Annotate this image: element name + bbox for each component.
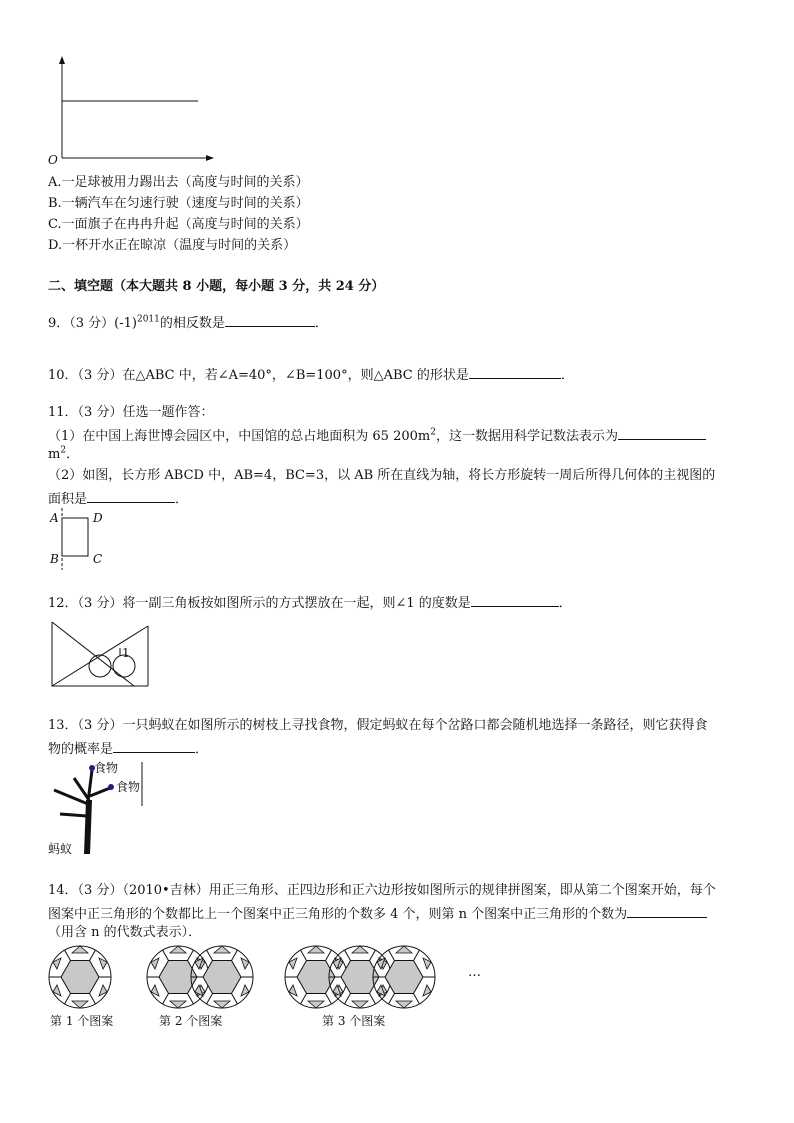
q10-prefix: 10．（3 分）在△ABC 中，若∠A=40°，∠B=100°，则△ABC 的形状是 [48, 368, 469, 383]
q8-option-a: A.一足球被用力踢出去（高度与时间的关系） [48, 175, 309, 190]
q8-graph [44, 54, 224, 170]
q9-exponent: 2011 [136, 314, 160, 325]
q11-part1-sup: 2 [430, 427, 436, 438]
q8-option-c: C.一面旗子在冉冉升起（高度与时间的关系） [48, 217, 309, 232]
q13-ant-label: 蚂蚁 [48, 842, 73, 856]
q13-line2 [48, 738, 208, 759]
q11-part1-end: ． [66, 447, 80, 462]
q11-part2-end: ． [175, 492, 189, 507]
q11-label-b: B [50, 552, 59, 566]
q11-label-d: D [93, 511, 103, 525]
q13-answer-blank[interactable] [113, 738, 195, 753]
section-title: 二、填空题（本大题共 8 小题，每小题 3 分，共 24 分） [48, 279, 385, 294]
q13-line1: 13．（3 分）一只蚂蚁在如图所示的树枝上寻找食物，假定蚂蚁在每个岔路口都会随机地选择一条路径，则它获得食 [48, 718, 708, 733]
q12-prefix: 12．（3 分）将一副三角板按如图所示的方式摆放在一起，则∠1 的度数是 [48, 596, 471, 611]
q8-origin-label: O [48, 153, 58, 167]
q9-end: ． [314, 316, 328, 331]
q12-end: ． [558, 596, 572, 611]
q13-food-label-1: 食物 [94, 761, 119, 775]
question-10 [48, 364, 574, 385]
q11-label-c: C [93, 552, 103, 566]
q14-pattern-figure [46, 944, 466, 1010]
q12-triangle-figure [48, 618, 152, 690]
q11-label-a: A [50, 511, 59, 525]
q12-answer-blank[interactable] [471, 592, 559, 607]
q10-end: ． [560, 368, 574, 383]
q14-caption-3: 第 3 个图案 [322, 1014, 386, 1028]
q11-stem: 11．（3 分）任选一题作答： [48, 405, 214, 420]
q14-ellipsis: … [468, 965, 481, 980]
q11-part1-unit-line [48, 446, 79, 464]
q11-part2-text: 面积是 [48, 492, 88, 507]
q13-end: ． [195, 742, 209, 757]
q14-line2 [48, 903, 707, 924]
q11-part1-text: （1）在中国上海世博会园区中，中国馆的总占地面积为 65 200m [48, 429, 431, 444]
q11-part1-unit: m [48, 447, 61, 462]
question-9 [48, 312, 328, 333]
q11-part2-line1: （2）如图，长方形 ABCD 中，AB=4，BC=3，以 AB 所在直线为轴，将长方形旋转一周后所得几何体的主视图的 [48, 468, 716, 483]
question-12 [48, 592, 572, 613]
q14-line1: 14．（3 分）（2010•吉林）用正三角形、正四边形和正六边形按如图所示的规律拼图案，即从第二个图案开始，每个 [48, 883, 716, 898]
q8-option-b: B.一辆汽车在匀速行驶（速度与时间的关系） [48, 196, 309, 211]
q9-prefix: 9．（3 分）(-1) [48, 316, 137, 331]
q11-part1-answer-blank[interactable] [618, 425, 706, 440]
q14-line3: （用含 n 的代数式表示）． [48, 925, 202, 940]
q11-part1-mid: ，这一数据用科学记数法表示为 [435, 429, 618, 444]
q8-option-d: D.一杯开水正在晾凉（温度与时间的关系） [48, 238, 297, 253]
q11-part2-line2 [48, 488, 188, 509]
q14-answer-blank[interactable] [627, 903, 707, 918]
q9-answer-blank[interactable] [225, 312, 315, 327]
q13-text: 物的概率是 [48, 742, 114, 757]
q14-caption-2: 第 2 个图案 [159, 1014, 223, 1028]
q13-food-label-2: 食物 [116, 780, 141, 794]
q11-part1 [48, 425, 706, 446]
q11-part1-unit-sup: 2 [60, 445, 67, 456]
q10-answer-blank[interactable] [469, 364, 561, 379]
q12-angle-label: 1 [122, 646, 130, 660]
q14-caption-1: 第 1 个图案 [50, 1014, 114, 1028]
q9-suffix: 的相反数是 [159, 316, 225, 331]
q11-part2-answer-blank[interactable] [87, 488, 175, 503]
q14-text: 图案中正三角形的个数都比上一个图案中正三角形的个数多 4 个，则第 n 个图案中正三角形的个数为 [48, 907, 628, 922]
